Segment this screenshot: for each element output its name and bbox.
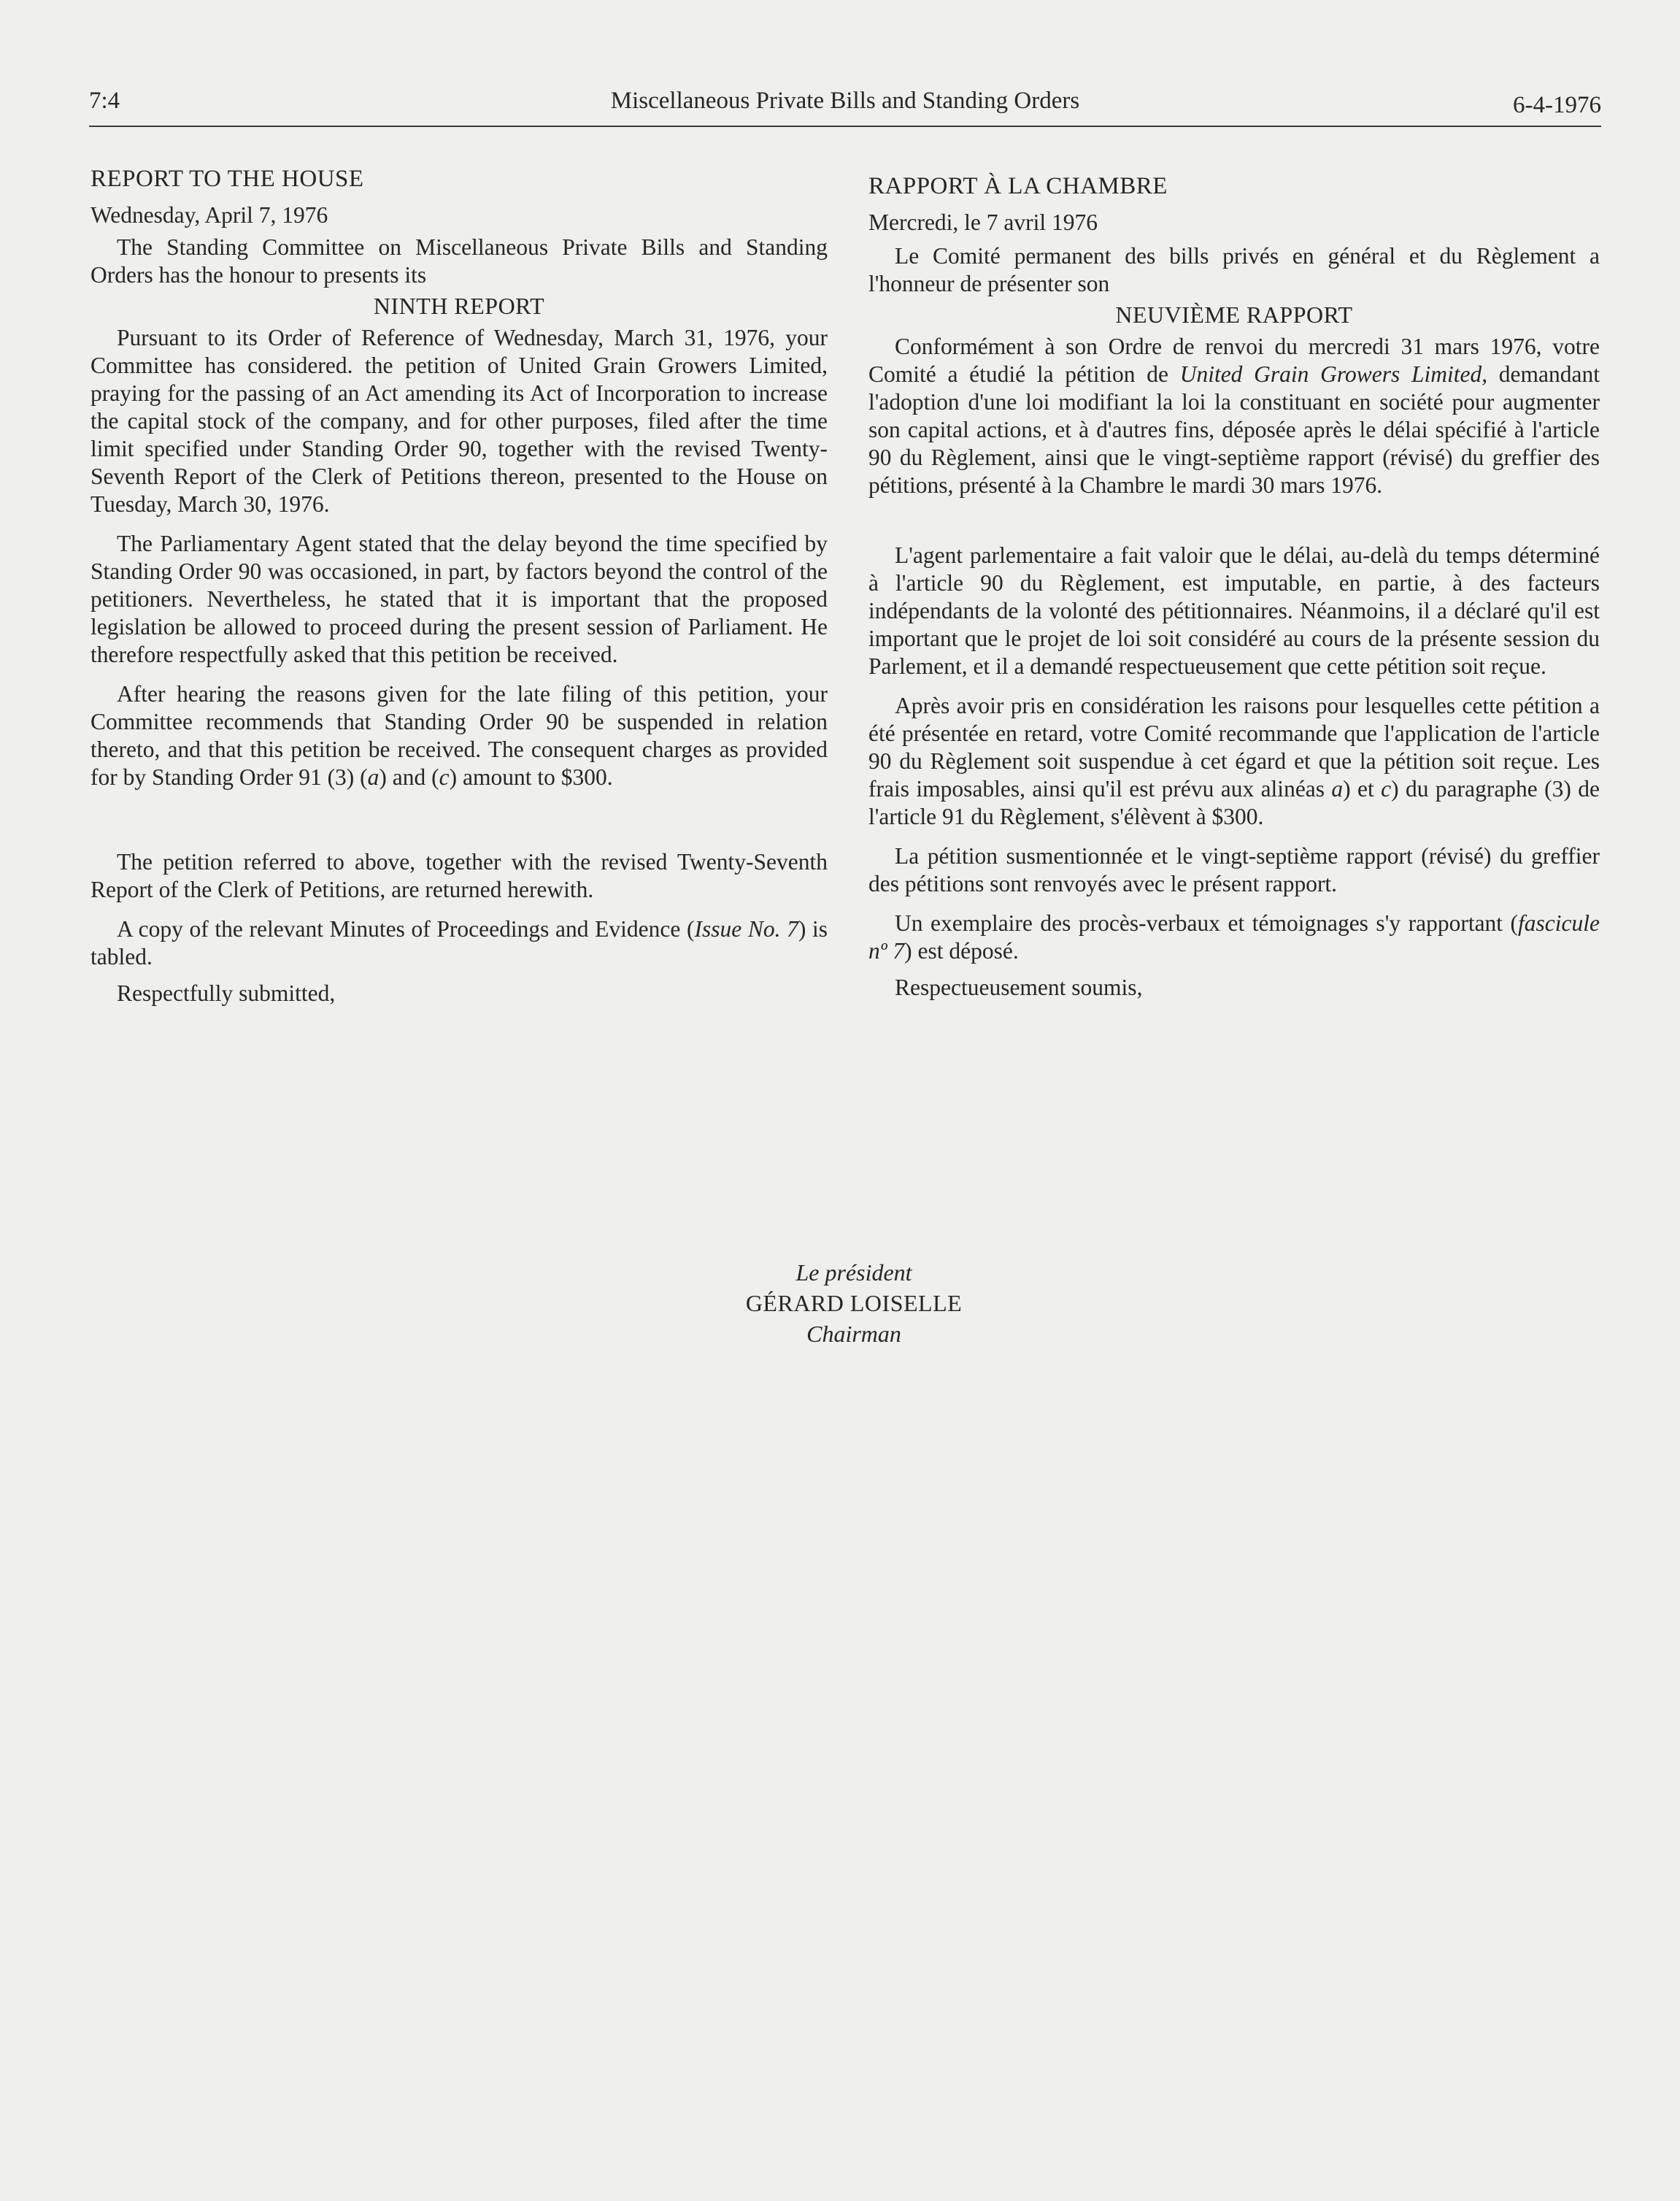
paragraph-1-fr: Conformément à son Ordre de renvoi du mercredi 31 mars 1976, votre Comité a étudié la pétition de United Grain Growers Limited, demandant l'adoption d'une loi modifiant la loi la constituant en société pour augmenter son capital actions, et à d'autres fins, déposée après le délai spécifié à l'article 90 du Règlement, ainsi que le vingt-septième rapport (révisé) du greffier des pétitions, présenté à la Chambre le mardi 30 mars 1976. xyxy=(868,334,1600,498)
report-heading-en: REPORT TO THE HOUSE xyxy=(90,166,364,192)
signature-name: GÉRARD LOISELLE xyxy=(745,1290,963,1316)
paragraph-2-fr: L'agent parlementaire a fait valoir que le délai, au-delà du temps déterminé à l'article 90 du Règlement, est imputable, en partie, à des facteurs indépendants de la volonté des pétitionnaires. Néanmoins, il a déclaré qu'il est important que le projet de loi soit considéré au cours de la présente session du Parlement, et il a demandé respectueusement que cette pétition soit reçue. xyxy=(868,542,1600,679)
intro-paragraph-fr: Le Comité permanent des bills privés en général et du Règlement a l'honneur de présenter son xyxy=(868,243,1600,296)
english-column xyxy=(90,165,828,1007)
report-heading-fr: RAPPORT À LA CHAMBRE xyxy=(868,173,1168,199)
closing-en: Respectfully submitted, xyxy=(117,980,336,1006)
paragraph-4-fr: La pétition susmentionnée et le vingt-septième rapport (révisé) du greffier des pétitions sont renvoyés avec le présent rapport. xyxy=(868,843,1600,896)
signature-title-en: Chairman xyxy=(806,1321,901,1347)
page-header xyxy=(89,82,1601,127)
paragraph-3-fr: Après avoir pris en considération les raisons pour lesquelles cette pétition a été présentée en retard, votre Comité recommande que l'application de l'article 90 du Règlement soit suspendue à cet égard et que la pétition soit reçue. Les frais imposables, ainsi qu'il est prévu aux alinéas a) et c) du paragraphe (3) de l'article 91 du Règlement, s'élèvent à $300. xyxy=(868,693,1600,829)
paragraph-2-en: The Parliamentary Agent stated that the delay beyond the time specified by Standing Order 90 was occasioned, in part, by factors beyond the control of the petitioners. Nevertheless, he stated that it is important that the proposed legislation be allowed to proceed during the present session of Parliament. He therefore respectfully asked that this petition be received. xyxy=(90,531,828,667)
signature-block xyxy=(628,1257,1080,1349)
running-title: Miscellaneous Private Bills and Standing Orders xyxy=(610,88,1080,114)
report-date-en: Wednesday, April 7, 1976 xyxy=(90,202,328,228)
paragraph-4-en: The petition referred to above, together with the revised Twenty-Seventh Report of the Clerk of Petitions, are returned herewith. xyxy=(90,849,828,902)
paragraph-1-en: Pursuant to its Order of Reference of Wednesday, March 31, 1976, your Committee has considered. the petition of United Grain Growers Limited, praying for the passing of an Act amending its Act of Incorporation to increase the capital stock of the company, and for other purposes, filed after the time limit specified under Standing Order 90, together with the revised Twenty-Seventh Report of the Clerk of Petitions thereon, presented to the House on Tuesday, March 30, 1976. xyxy=(90,325,828,517)
paragraph-5-en: A copy of the relevant Minutes of Proceedings and Evidence (Issue No. 7) is tabled. xyxy=(90,916,828,969)
french-column xyxy=(868,165,1600,1002)
intro-paragraph-en: The Standing Committee on Miscellaneous Private Bills and Standing Orders has the honour to presents its xyxy=(90,234,828,288)
paragraph-5-fr: Un exemplaire des procès-verbaux et témoignages s'y rapportant (fascicule nº 7) est déposé. xyxy=(868,910,1600,964)
report-date-fr: Mercredi, le 7 avril 1976 xyxy=(868,210,1098,235)
page-number: 7:4 xyxy=(89,88,120,114)
paragraph-3-en: After hearing the reasons given for the late filing of this petition, your Committee recommends that Standing Order 90 be suspended in relation thereto, and that this petition be received. The consequent charges as provided for by Standing Order 91 (3) (a) and (c) amount to $300. xyxy=(90,681,828,790)
signature-title-fr: Le président xyxy=(795,1259,912,1286)
report-title-en: NINTH REPORT xyxy=(373,293,545,319)
closing-fr: Respectueusement soumis, xyxy=(895,975,1143,1000)
header-date: 6-4-1976 xyxy=(1513,92,1601,118)
report-title-fr: NEUVIÈME RAPPORT xyxy=(1115,301,1353,328)
